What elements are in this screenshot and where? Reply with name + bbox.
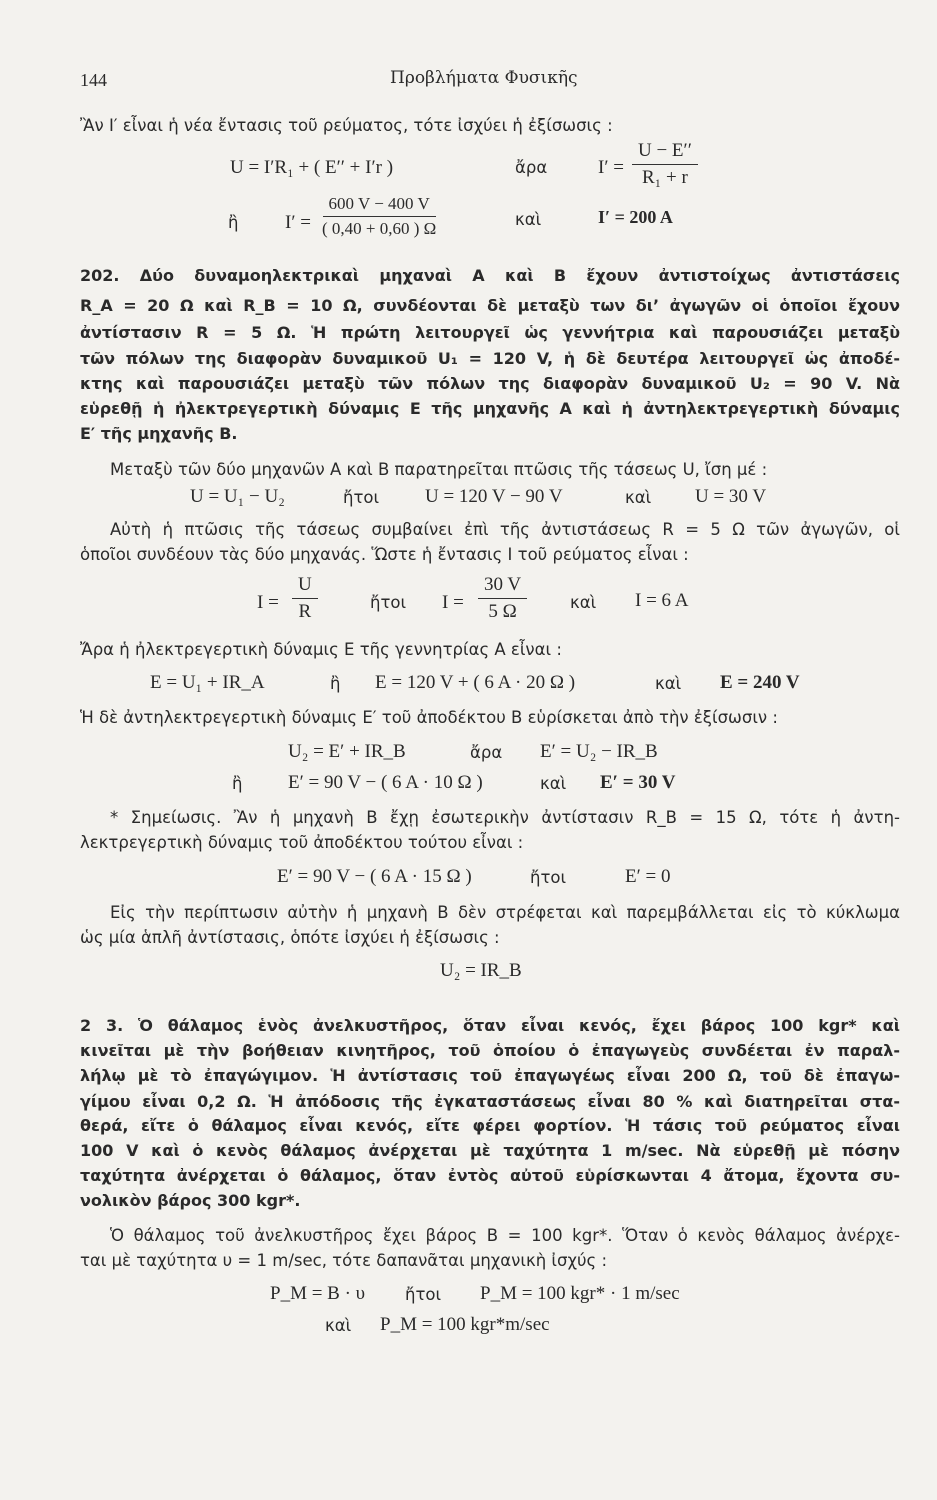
equation-emf-values: E = 120 V + ( 6 A · 20 Ω ) xyxy=(375,672,576,693)
fraction-denominator: R₁ + r xyxy=(642,167,688,188)
fraction-current-2 xyxy=(322,194,436,239)
word-i: ἢ xyxy=(232,774,243,793)
problem-202-line: E′ τῆς μηχανῆς B. xyxy=(80,424,238,443)
problem-202-line: 202. Δύο δυναμοηλεκτρικαὶ μηχαναὶ A καὶ B ἔχουν ἀντιστοίχως ἀντιστάσεις xyxy=(80,266,900,285)
result-emf: E = 240 V xyxy=(720,672,800,693)
problem-203-line: ταχύτητα ἀνέρχεται ὁ θάλαμος, ὅταν ἐντὸς αὐτοῦ εὑρίσκωνται 4 ἄτομα, ἔχοντα συ- xyxy=(80,1166,900,1185)
problem-203-line: γίμου εἶναι 0,2 Ω. Ἡ ἀπόδοσις τῆς ἐγκαταστάσεως εἶναι 80 % καὶ διατηρεῖται στα- xyxy=(80,1092,900,1111)
result-power: P_M = 100 kgr*m/sec xyxy=(380,1314,550,1335)
word-kai: καὶ xyxy=(540,774,567,793)
equation-emf: E = U₁ + IR_A xyxy=(150,672,265,693)
running-title: Προβλήματα Φυσικῆς xyxy=(390,68,578,88)
solution-text: Ὁ θάλαμος τοῦ ἀνελκυστῆρος ἔχει βάρος B = 100 kgr*. Ὅταν ὁ κενὸς θάλαμος ἀνέρχε- xyxy=(110,1226,900,1245)
fraction-numerator: U xyxy=(292,574,318,599)
word-ara: ἄρα xyxy=(515,158,548,177)
equation-simple-resistance: U₂ = IR_B xyxy=(440,960,522,981)
problem-202-line: κτης καὶ παρουσιάζει μεταξὺ τῶν πόλων της διαφορὰν δυναμικοῦ U₂ = 90 V. Νὰ xyxy=(80,374,900,393)
problem-203-line: κινεῖται μὲ τὴν βοήθειαν κινητῆρος, τοῦ ὁποίου ὁ ἐπαγωγεὺς συνδέεται ἐν παραλ- xyxy=(80,1041,900,1060)
word-itoi: ἤτοι xyxy=(370,593,407,612)
equation-voltage-values: U = 120 V − 90 V xyxy=(425,486,563,507)
word-kai: καὶ xyxy=(655,674,682,693)
problem-203-line: 2 3. Ὁ θάλαμος ἑνὸς ἀνελκυστῆρος, ὅταν εἶναι κενός, ἔχει βάρος 100 kgr* καὶ xyxy=(80,1016,900,1035)
equation-back-emf: U₂ = E′ + IR_B xyxy=(288,741,406,762)
problem-202-line: R_A = 20 Ω καὶ R_B = 10 Ω, συνδέονται δὲ μεταξὺ των δι’ ἀγωγῶν οἱ ὁποῖοι ἔχουν xyxy=(80,296,900,315)
note-text: * Σημείωσις. Ἂν ἡ μηχανὴ B ἔχῃ ἐσωτερικὴν ἀντίστασιν R_B = 15 Ω, τότε ἡ ἀντη- xyxy=(110,808,900,827)
solution-text: Ἡ δὲ ἀντηλεκτρεγερτικὴ δύναμις E′ τοῦ ἀποδέκτου B εὑρίσκεται ἀπὸ τὴν ἐξίσωσιν : xyxy=(80,708,778,727)
solution-text: Μεταξὺ τῶν δύο μηχανῶν A καὶ B παρατηρεῖται πτῶσις τῆς τάσεως U, ἴση μέ : xyxy=(110,460,768,479)
equation-back-emf-2: E′ = U₂ − IR_B xyxy=(540,741,658,762)
word-kai: καὶ xyxy=(515,210,542,229)
equation-power-values: P_M = 100 kgr* · 1 m/sec xyxy=(480,1283,680,1304)
solution-text: ται μὲ ταχύτητα υ = 1 m/sec, τότε δαπανᾶται μηχανικὴ ἰσχύς : xyxy=(80,1251,608,1270)
solution-text: ὡς μία ἁπλῆ ἀντίστασις, ὁπότε ἰσχύει ἡ ἐξίσωσις : xyxy=(80,928,500,947)
word-ara: ἄρα xyxy=(470,743,503,762)
fraction-numerator: 30 V xyxy=(478,574,527,599)
fraction-numerator: 600 V − 400 V xyxy=(323,194,436,217)
problem-203-line: νολικὸν βάρος 300 kgr*. xyxy=(80,1191,301,1210)
word-kai: καὶ xyxy=(570,593,597,612)
fraction-denominator: ( 0,40 + 0,60 ) Ω xyxy=(322,219,437,238)
word-itoi: ἤτοι xyxy=(530,868,567,887)
solution-text: Εἰς τὴν περίπτωσιν αὐτὴν ἡ μηχανὴ B δὲν στρέφεται καὶ παρεμβάλλεται εἰς τὸ κύκλωμα xyxy=(110,903,900,922)
equation-back-emf-note: E′ = 90 V − ( 6 A · 15 Ω ) xyxy=(277,866,472,887)
result-current: I′ = 200 A xyxy=(598,207,673,227)
fraction-numerator: U − E′′ xyxy=(632,140,698,165)
problem-203-line: 100 V καὶ ὁ κενὸς θάλαμος ἀνέρχεται μὲ ταχύτητα 1 m/sec. Νὰ εὑρεθῇ μὲ πόσην xyxy=(80,1141,900,1160)
problem-203-line: λήλῳ μὲ τὸ ἐπαγώγιμον. Ἡ ἀντίστασις τοῦ ἐπαγωγέως εἶναι 200 Ω, τοῦ δὲ ἐπαγω- xyxy=(80,1066,900,1085)
result-current: I = 6 A xyxy=(635,590,689,611)
problem-202-line: τῶν πόλων της διαφορὰν δυναμικοῦ U₁ = 120 V, ἡ δὲ δευτέρα λειτουργεῖ ὡς ἀποδέ- xyxy=(80,349,900,368)
equation-lhs: I′ = xyxy=(598,157,624,178)
word-kai: καὶ xyxy=(625,488,652,507)
solution-text: Αὐτὴ ἡ πτῶσις τῆς τάσεως συμβαίνει ἐπὶ τῆς ἀντιστάσεως R = 5 Ω τῶν ἀγωγῶν, οἱ xyxy=(110,520,900,539)
problem-202-line: εὑρεθῇ ἡ ἠλεκτρεγερτικὴ δύναμις E τῆς μηχανῆς A καὶ ἡ ἀντηλεκτρεγερτικὴ δύναμις xyxy=(80,399,900,418)
fraction-ohm-values xyxy=(478,574,527,623)
word-itoi: ἤτοι xyxy=(405,1285,442,1304)
problem-203-line: θερά, εἴτε ὁ θάλαμος εἶναι κενός, εἴτε φέρει φορτίον. Ἡ τάσις τοῦ ρεύματος εἶναι xyxy=(80,1116,900,1135)
page-number: 144 xyxy=(80,70,107,90)
equation-current-1: U = I′R₁ + ( E′′ + I′r ) xyxy=(230,157,394,178)
fraction-denominator: 5 Ω xyxy=(488,601,517,622)
word-i: ἢ xyxy=(228,213,239,232)
fraction-ohm xyxy=(292,574,318,623)
equation-lhs: I = xyxy=(257,592,279,613)
equation-voltage-drop: U = U₁ − U₂ xyxy=(190,486,285,507)
word-itoi: ἤτοι xyxy=(343,488,380,507)
equation-lhs-2: I′ = xyxy=(285,212,311,233)
solution-text: ὁποῖοι συνδέουν τὰς δύο μηχανάς. Ὥστε ἡ ἔντασις I τοῦ ρεύματος εἶναι : xyxy=(80,545,689,564)
result-back-emf-note: E′ = 0 xyxy=(625,866,671,887)
equation-lhs: I = xyxy=(442,592,464,613)
word-i: ἢ xyxy=(330,674,341,693)
intro-line: Ἂν I′ εἶναι ἡ νέα ἔντασις τοῦ ρεύματος, τότε ἰσχύει ἡ ἐξίσωσις : xyxy=(80,116,613,135)
word-kai: καὶ xyxy=(325,1316,352,1335)
equation-back-emf-values: E′ = 90 V − ( 6 A · 10 Ω ) xyxy=(288,772,483,793)
problem-202-line: ἀντίστασιν R = 5 Ω. Ἡ πρώτη λειτουργεῖ ὡς γεννήτρια καὶ παρουσιάζει μεταξὺ xyxy=(80,323,900,342)
note-text: λεκτρεγερτικὴ δύναμις τοῦ ἀποδέκτου τούτου εἶναι : xyxy=(80,833,524,852)
solution-text: Ἄρα ἡ ἠλεκτρεγερτικὴ δύναμις E τῆς γεννητρίας A εἶναι : xyxy=(80,640,562,659)
result-back-emf: E′ = 30 V xyxy=(600,772,676,793)
fraction-denominator: R xyxy=(298,601,312,622)
result-voltage: U = 30 V xyxy=(695,486,767,507)
fraction-current xyxy=(632,140,698,189)
equation-power: P_M = B · υ xyxy=(270,1283,366,1304)
